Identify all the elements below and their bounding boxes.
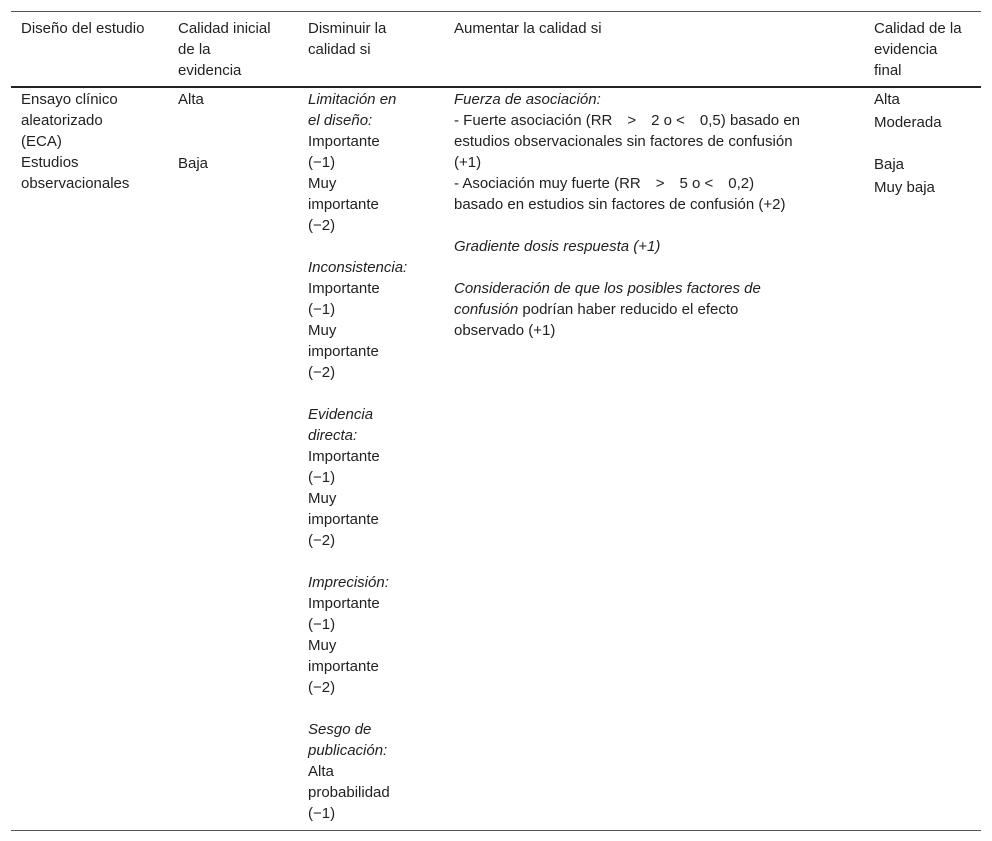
decrease-cell xyxy=(308,89,407,824)
decrease-direct-evidence: Evidencia directa: Importante (−1) Muy importante (−2) xyxy=(308,406,380,549)
decrease-imprecision: Imprecisión: Importante (−1) Muy importante (−2) xyxy=(308,574,389,696)
decrease-design-limitation: Limitación en el diseño: Importante (−1) Muy importante (−2) xyxy=(308,91,397,234)
table-header xyxy=(11,12,981,88)
decrease-publication-bias: Sesgo de publicación: Alta probabilidad (−1) xyxy=(308,721,390,822)
initial-quality-obs: Baja xyxy=(178,155,209,172)
final-quality-cell: Alta Moderada Baja Muy baja xyxy=(874,91,942,196)
initial-quality-eca: Alta xyxy=(178,91,204,108)
increase-cell: Fuerza de asociación: - Fuerte asociación (RR > 2 o < 0,5) basado en estudios observacionales sin factores de confusión (+1) - Asociación muy fuerte (RR > 5 o < 0,2) basado en estudios sin factores de confusión (+2) Gradiente dosis respuesta (+1) Consideración de que los posibles factores de confusión podrían haber reducido el efecto observado (+1) xyxy=(454,91,801,339)
increase-strength-title: Fuerza de asociación: xyxy=(454,91,601,108)
decrease-inconsistency: Inconsistencia: Importante (−1) Muy importante (−2) xyxy=(308,259,408,381)
header-design: Diseño del estudio xyxy=(21,20,145,37)
increase-gradient: Gradiente dosis respuesta (+1) xyxy=(454,238,661,255)
evidence-quality-table xyxy=(11,11,981,831)
header-decrease: Disminuir la calidad si xyxy=(308,20,387,58)
design-cell: Ensayo clínico aleatorizado (ECA) Estudios observacionales xyxy=(21,91,130,192)
header-initial-quality: Calidad inicial de la evidencia xyxy=(178,20,271,79)
header-increase: Aumentar la calidad si xyxy=(454,20,602,37)
header-final-quality: Calidad de la evidencia final xyxy=(874,20,962,79)
